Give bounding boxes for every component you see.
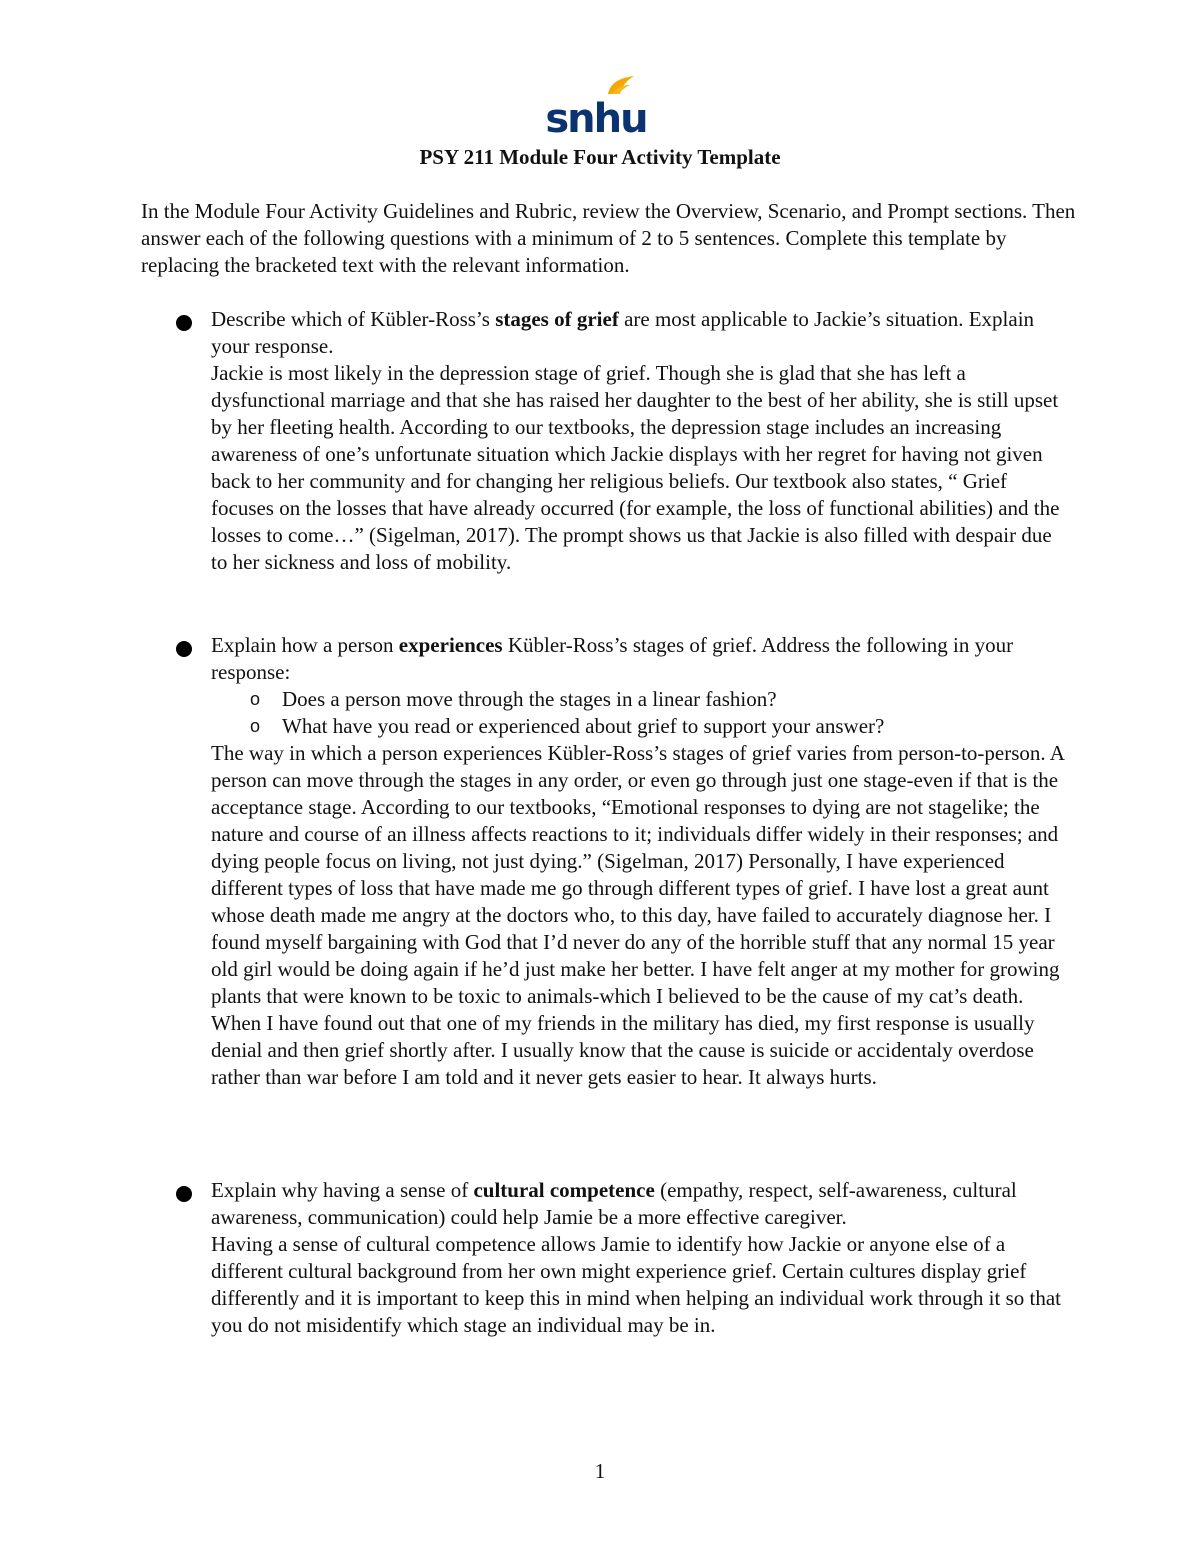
snhu-logo-graphic bbox=[545, 72, 647, 142]
bullet-icon bbox=[176, 315, 192, 331]
answer-text: Having a sense of cultural competence allows Jamie to identify how Jackie or anyone else of a different cultural background from her own might experience grief. Certain cultures display grief differently and it is important to keep this in mind when helping an individual work through it so that you do not misidentify which stage an individual may be in. bbox=[211, 1232, 1061, 1337]
bullet-icon bbox=[176, 1186, 192, 1202]
sub-question-list bbox=[211, 686, 1071, 740]
question-body bbox=[211, 632, 1071, 1091]
prompt-keyword: stages of grief bbox=[495, 307, 619, 331]
answer-text: Jackie is most likely in the depression stage of grief. Though she is glad that she has left a dysfunctional marriage and that she has raised her daughter to the best of her ability, she is still upset by her fleeting health. According to our textbooks, the depression stage includes an increasing awareness of one’s unfortunate situation which Jackie displays with her regret for having not given back to her community and for changing her religious beliefs. Our textbook also states, “ Grief focuses on the losses that have already occurred (for example, the loss of functional abilities) and the losses to come…” (Sigelman, 2017). The prompt shows us that Jackie is also filled with despair due to her sickness and loss of mobility. bbox=[211, 361, 1060, 574]
question-prompt: Explain why having a sense of cultural competence (empathy, respect, self-awareness, cultural awareness, communication) could help Jamie be a more effective caregiver. bbox=[211, 1178, 1017, 1229]
answer-text: The way in which a person experiences Kübler-Ross’s stages of grief varies from person-to-person. A person can move through the stages in any order, or even go through just one stage-even if that is the acceptance stage. According to our textbooks, “Emotional responses to dying are not stagelike; the nature and course of an illness affects reactions to it; individuals differ widely in their responses; and dying people focus on living, not just dying.” (Sigelman, 2017) Personally, I have experienced different types of loss that have made me go through different types of grief. I have lost a great aunt whose death made me angry at the doctors who, to this day, have failed to accurately diagnose her. I found myself bargaining with God that I’d never do any of the horrible stuff that any normal 15 year old girl would be doing again if he’d just make her better. I have felt anger at my mother for growing plants that were known to be toxic to animals-which I believed to be the cause of my cat’s death. When I have found out that one of my friends in the military has died, my first response is usually denial and then grief shortly after. I usually know that the cause is suicide or accidentaly overdose rather than war before I am told and it never gets easier to hear. It always hurts. bbox=[211, 741, 1064, 1089]
sub-question-item: o Does a person move through the stages in a linear fashion? bbox=[250, 687, 777, 711]
question-body bbox=[211, 306, 1071, 576]
bullet-icon bbox=[176, 641, 192, 657]
circle-bullet-icon: o bbox=[250, 716, 261, 736]
prompt-keyword: cultural competence bbox=[473, 1178, 655, 1202]
question-prompt: Describe which of Kübler-Ross’s stages of grief are most applicable to Jackie’s situation. Explain your response. bbox=[211, 307, 1035, 358]
circle-bullet-icon: o bbox=[250, 689, 261, 709]
question-body bbox=[211, 1177, 1071, 1339]
page-number: 1 bbox=[594, 1459, 606, 1483]
logo-wordmark: snhu bbox=[545, 96, 647, 142]
page-title: PSY 211 Module Four Activity Template bbox=[419, 145, 781, 169]
prompt-keyword: experiences bbox=[398, 633, 503, 657]
sub-question-item: o What have you read or experienced about grief to support your answer? bbox=[250, 714, 885, 738]
question-prompt: Explain how a person experiences Kübler-Ross’s stages of grief. Address the following in your response: bbox=[211, 633, 1014, 684]
intro-paragraph: In the Module Four Activity Guidelines and Rubric, review the Overview, Scenario, and Prompt sections. Then answer each of the following questions with a minimum of 2 to 5 sentences. Complete this template by replacing the bracketed text with the relevant information. bbox=[141, 199, 1076, 277]
flame-icon bbox=[608, 76, 634, 94]
snhu-logo bbox=[545, 72, 647, 142]
